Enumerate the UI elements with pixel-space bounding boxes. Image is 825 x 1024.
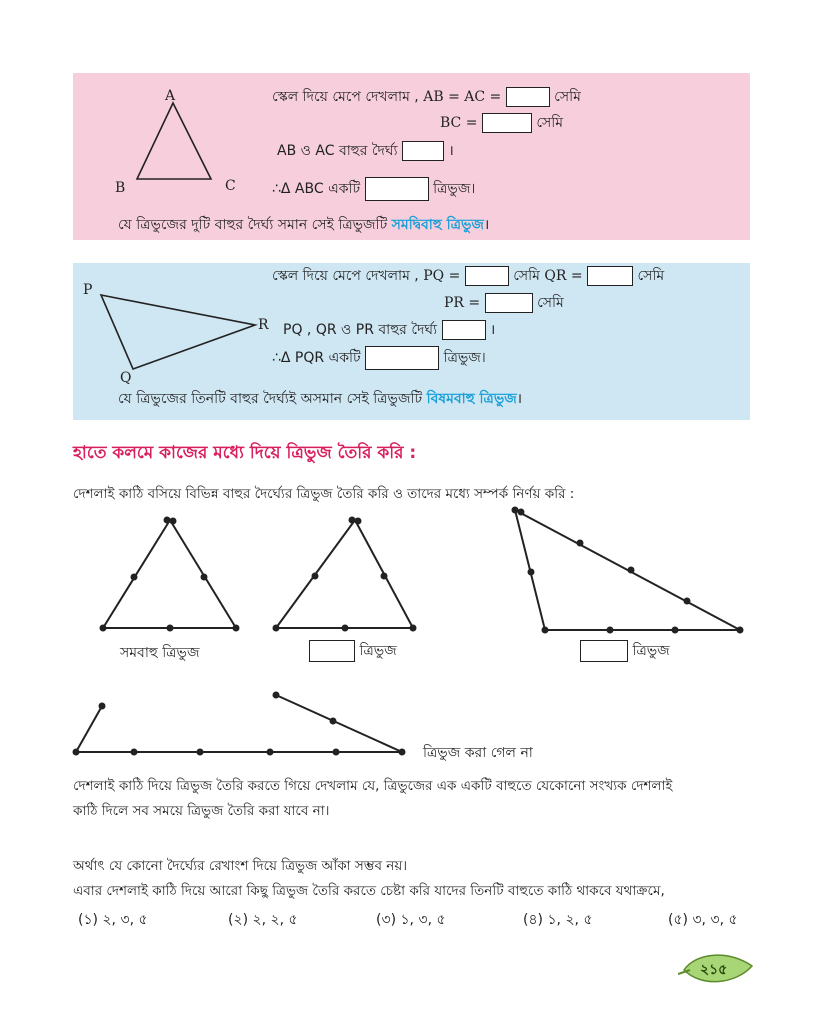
qr-answer-box[interactable] xyxy=(587,266,633,286)
option-5: (৫) ৩, ৩, ৫ xyxy=(668,912,738,928)
option-1: (১) ২, ৩, ৫ xyxy=(78,912,148,928)
abc-type-line: ∴Δ ABC একটি ত্রিভুজ। xyxy=(272,177,475,201)
ab-ac-length-line: AB ও AC বাহুর দৈর্ঘ্য । xyxy=(277,143,454,159)
pq-qr-line: স্কেল দিয়ে মেপে দেখলাম , PQ = সেমি QR = সেমি xyxy=(272,268,665,284)
bc-answer-box[interactable] xyxy=(482,113,532,133)
option-2: (২) ২, ২, ৫ xyxy=(228,912,298,928)
pqr-compare-box[interactable] xyxy=(442,320,486,340)
vertex-a-label: A xyxy=(165,88,176,104)
pqr-type-line: ∴Δ PQR একটি ত্রিভুজ। xyxy=(272,346,486,370)
isosceles-caption: ত্রিভুজ xyxy=(309,639,397,663)
isosceles-caption-box[interactable] xyxy=(309,640,355,662)
activity-intro: দেশলাই কাঠি বসিয়ে বিভিন্ন বাহুর দৈর্ঘ্যের ত্রিভুজ তৈরি করি ও তাদের মধ্যে সম্পর্ক নির্ণয় করি : xyxy=(73,486,575,502)
para1-line2: কাঠি দিলে সব সময়ে ত্রিভুজ তৈরি করা যাবে না। xyxy=(73,803,330,819)
measure-text: স্কেল দিয়ে মেপে দেখলাম , AB = AC = সেমি xyxy=(272,89,581,105)
vertex-r-label: R xyxy=(258,317,269,333)
pr-line: PR = সেমি xyxy=(444,295,564,311)
pq-answer-box[interactable] xyxy=(465,266,509,286)
activity-heading: হাতে কলমে কাজের মধ্যে দিয়ে ত্রিভুজ তৈরি করি : xyxy=(73,443,417,463)
isosceles-highlight: সমদ্বিবাহু ত্রিভুজ xyxy=(391,217,484,233)
ab-ac-compare-box[interactable] xyxy=(402,141,444,161)
abc-type-box[interactable] xyxy=(365,177,429,201)
isosceles-definition: যে ত্রিভুজের দুটি বাহুর দৈর্ঘ্য সমান সেই ত্রিভুজটি সমদ্বিবাহু ত্রিভুজ। xyxy=(118,217,490,233)
scalene-caption: ত্রিভুজ xyxy=(580,639,670,663)
ab-ac-answer-box[interactable] xyxy=(506,87,550,107)
vertex-q-label: Q xyxy=(120,370,132,386)
vertex-c-label: C xyxy=(225,178,236,194)
option-4: (৪) ১, ২, ৫ xyxy=(523,912,593,928)
para3: এবার দেশলাই কাঠি দিয়ে আরো কিছু ত্রিভুজ তৈরি করতে চেষ্টা করি যাদের তিনটি বাহুতে কাঠি থাকবে যথাক্রমে, xyxy=(73,883,665,899)
scalene-definition: যে ত্রিভুজের তিনটি বাহুর দৈর্ঘ্যই অসমান সেই ত্রিভুজটি বিষমবাহু ত্রিভুজ। xyxy=(118,391,523,407)
bc-line: BC = সেমি xyxy=(440,115,564,131)
option-3: (৩) ১, ৩, ৫ xyxy=(376,912,446,928)
para1-line1: দেশলাই কাঠি দিয়ে ত্রিভুজ তৈরি করতে গিয়ে দেখলাম যে, ত্রিভুজের এক একটি বাহুতে যেকোনো সংখ্যক দেশলাই xyxy=(73,778,673,794)
failed-caption: ত্রিভুজ করা গেল না xyxy=(423,745,533,761)
pqr-type-box[interactable] xyxy=(365,346,439,370)
para2: অর্থাৎ যে কোনো দৈর্ঘ্যের রেখাংশ দিয়ে ত্রিভুজ আঁকা সম্ভব নয়। xyxy=(73,858,408,874)
vertex-b-label: B xyxy=(115,180,126,196)
page-number: ২১৫ xyxy=(700,962,728,978)
scalene-highlight: বিষমবাহু ত্রিভুজ xyxy=(426,391,517,407)
scalene-caption-box[interactable] xyxy=(580,640,628,662)
isosceles-matchstick-triangle xyxy=(276,520,413,628)
pq-qr-pr-length-line: PQ , QR ও PR বাহুর দৈর্ঘ্য । xyxy=(283,322,496,338)
matchstick-figures xyxy=(0,500,825,770)
equilateral-matchstick-triangle xyxy=(103,520,236,628)
scalene-triangle-figure xyxy=(73,263,273,383)
equilateral-caption: সমবাহু ত্রিভুজ xyxy=(120,645,200,661)
vertex-p-label: P xyxy=(83,282,93,298)
pr-answer-box[interactable] xyxy=(485,293,533,313)
